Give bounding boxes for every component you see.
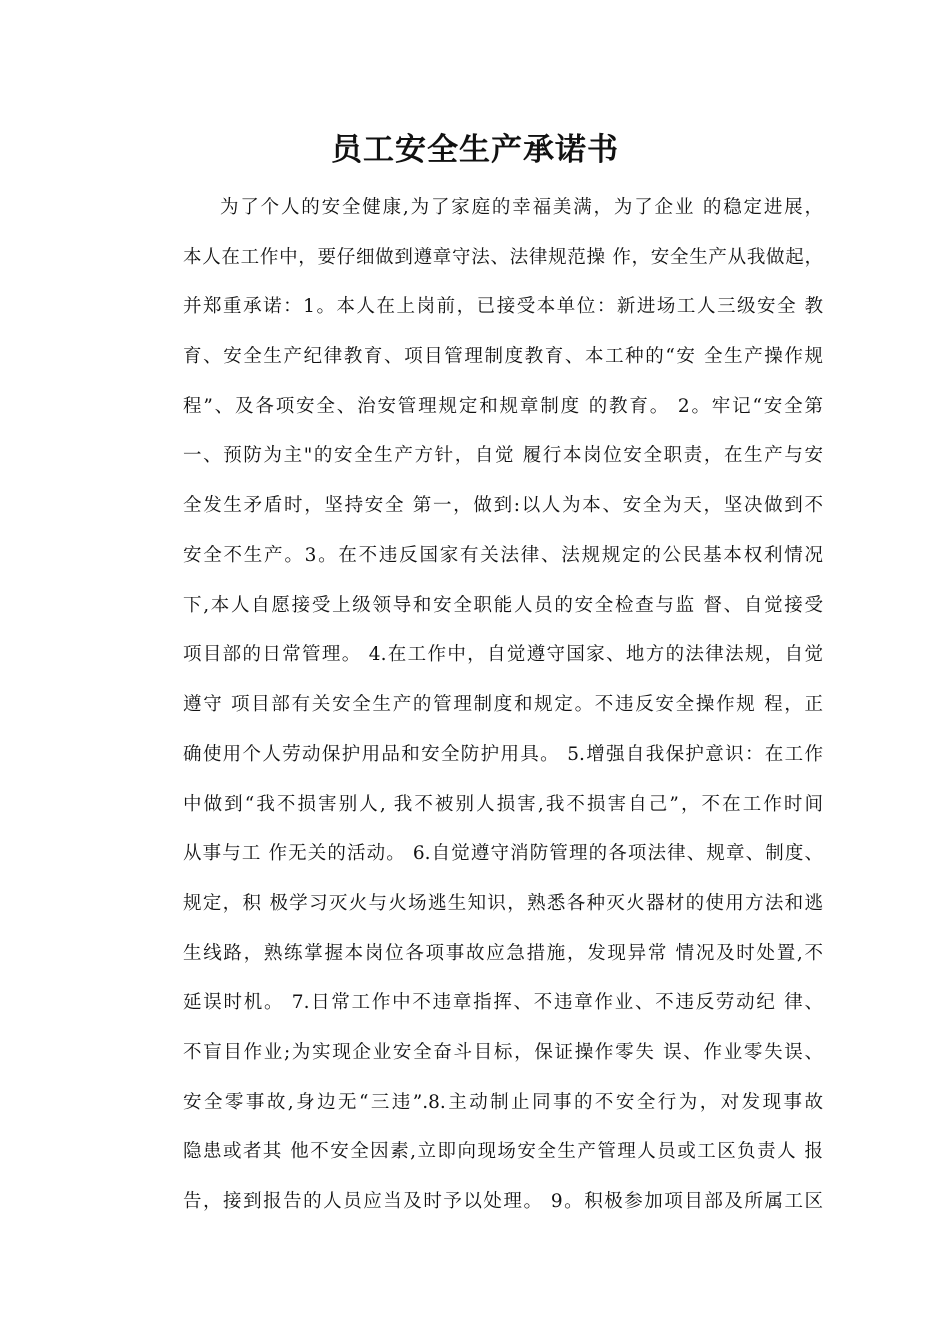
body-line-11: 遵守 项目部有关安全生产的管理制度和规定。不违反安全操作规 程，正 bbox=[183, 694, 823, 715]
body-line-21: 告，接到报告的人员应当及时予以处理。 9。积极参加项目部及所属工区 bbox=[183, 1191, 823, 1212]
body-line-8: 安全不生产。3。在不违反国家有关法律、法规规定的公民基本权利情况 bbox=[183, 545, 823, 566]
document-title: 员工安全生产承诺书 bbox=[331, 132, 619, 168]
body-line-19: 安全零事故,身边无“三违”.8.主动制止同事的不安全行为，对发现事故 bbox=[183, 1092, 823, 1113]
body-line-7: 全发生矛盾时，坚持安全 第一，做到:以人为本、安全为天，坚决做到不 bbox=[183, 495, 823, 516]
body-line-12: 确使用个人劳动保护用品和安全防护用具。 5.增强自我保护意识：在工作 bbox=[183, 744, 823, 765]
body-line-5: 程”、及各项安全、治安管理规定和规章制度 的教育。 2。牢记“安全第 bbox=[183, 396, 823, 417]
body-line-15: 规定，积 极学习灭火与火场逃生知识，熟悉各种灭火器材的使用方法和逃 bbox=[183, 893, 823, 914]
body-line-10: 项目部的日常管理。 4.在工作中，自觉遵守国家、地方的法律法规，自觉 bbox=[183, 644, 823, 665]
body-line-6: 一、预防为主"的安全生产方针，自觉 履行本岗位安全职责，在生产与安 bbox=[183, 445, 823, 466]
body-line-1: 为了个人的安全健康,为了家庭的幸福美满，为了企业 的稳定进展， bbox=[220, 197, 823, 218]
body-line-3: 并郑重承诺：1。本人在上岗前，已接受本单位：新进场工人三级安全 教 bbox=[183, 296, 823, 317]
body-line-18: 不盲目作业;为实现企业安全奋斗目标，保证操作零失 误、作业零失误、 bbox=[183, 1042, 823, 1063]
body-line-13: 中做到“我不损害别人, 我不被别人损害,我不损害自己”，不在工作时间 bbox=[183, 794, 823, 815]
body-line-14: 从事与工 作无关的活动。 6.自觉遵守消防管理的各项法律、规章、制度、 bbox=[183, 843, 823, 864]
body-line-4: 育、安全生产纪律教育、项目管理制度教育、本工种的“安 全生产操作规 bbox=[183, 346, 823, 367]
body-line-20: 隐患或者其 他不安全因素,立即向现场安全生产管理人员或工区负责人 报 bbox=[183, 1141, 823, 1162]
body-line-16: 生线路，熟练掌握本岗位各项事故应急措施，发现异常 情况及时处置,不 bbox=[183, 943, 823, 964]
body-line-17: 延误时机。 7.日常工作中不违章指挥、不违章作业、不违反劳动纪 律、 bbox=[183, 992, 823, 1013]
body-line-2: 本人在工作中，要仔细做到遵章守法、法律规范操 作，安全生产从我做起， bbox=[183, 247, 823, 268]
body-line-9: 下,本人自愿接受上级领导和安全职能人员的安全检查与监 督、自觉接受 bbox=[183, 595, 823, 616]
